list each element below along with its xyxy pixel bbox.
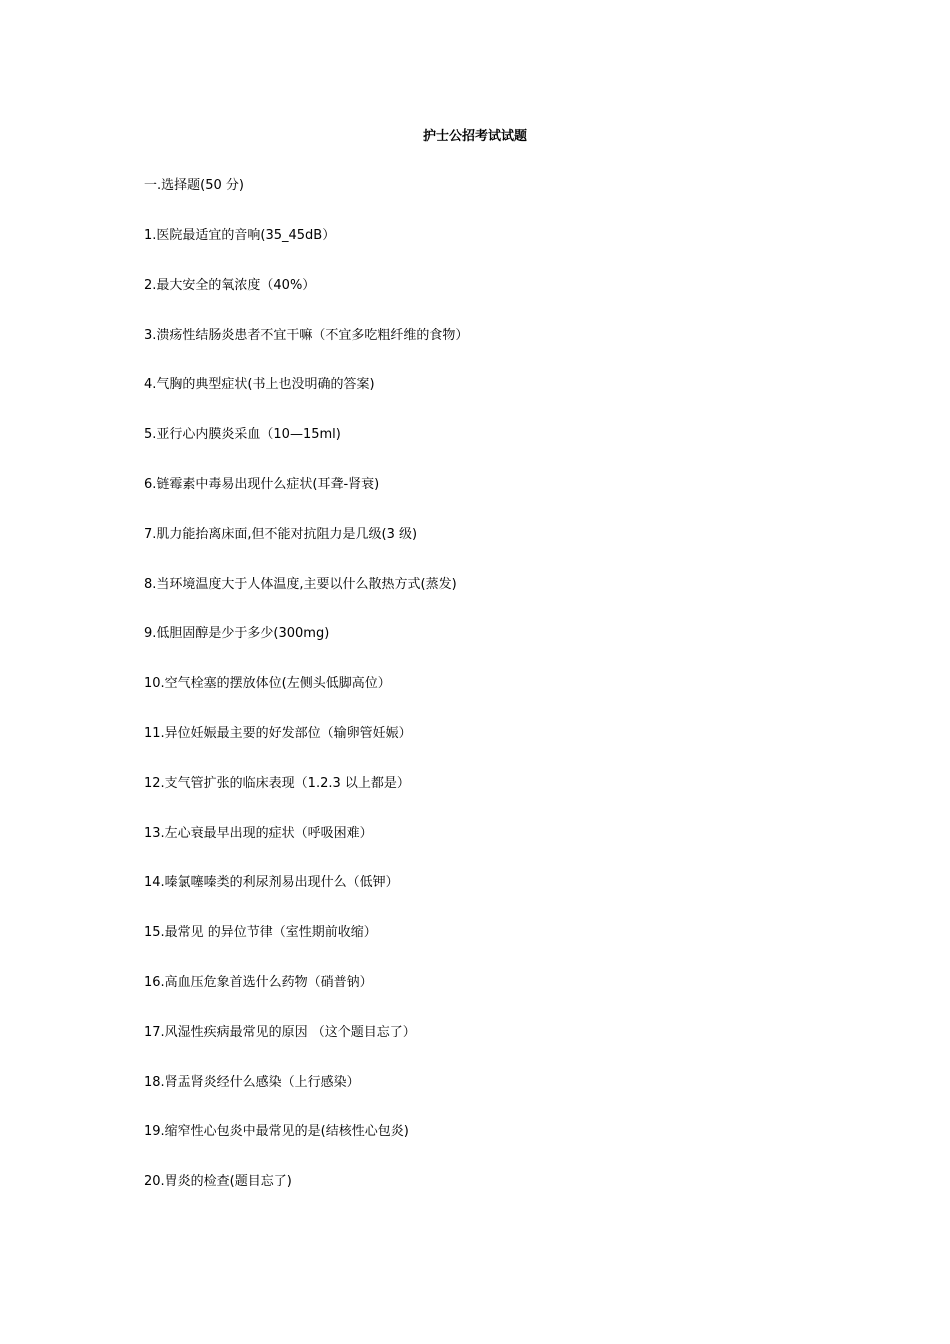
question-item: 14.嗪氯噻嗪类的利尿剂易出现什么（低钾）: [144, 875, 399, 891]
question-item: 12.支气管扩张的临床表现（1.2.3 以上都是）: [144, 775, 410, 791]
question-item: 18.肾盂肾炎经什么感染（上行感染）: [144, 1074, 360, 1090]
question-item: 3.溃疡性结肠炎患者不宜干嘛（不宜多吃粗纤维的食物）: [144, 327, 469, 343]
question-list: [144, 226, 468, 1222]
question-item: 8.当环境温度大于人体温度,主要以什么散热方式(蒸发): [144, 576, 457, 592]
question-item: 2.最大安全的氧浓度（40%）: [144, 277, 316, 293]
question-item: 20.胃炎的检查(题目忘了): [144, 1174, 292, 1190]
question-item: 16.高血压危象首选什么药物（硝普钠）: [144, 974, 373, 990]
question-item: 13.左心衰最早出现的症状（呼吸困难）: [144, 825, 373, 841]
question-item: 5.亚行心内膜炎采血（10—15ml): [144, 427, 341, 443]
question-item: 4.气胸的典型症状(书上也没明确的答案): [144, 377, 375, 393]
document-title: 护士公招考试试题: [422, 129, 527, 144]
question-item: 6.链霉素中毒易出现什么症状(耳聋-肾衰): [144, 476, 380, 492]
question-item: 11.异位妊娠最主要的好发部位（输卵管妊娠）: [144, 725, 412, 741]
question-item: 19.缩窄性心包炎中最常见的是(结核性心包炎): [144, 1124, 409, 1140]
question-item: 17.风湿性疾病最常见的原因 （这个题目忘了）: [144, 1024, 416, 1040]
question-item: 7.肌力能抬离床面,但不能对抗阻力是几级(3 级): [144, 526, 418, 542]
section-heading: 一.选择题(50 分): [144, 178, 244, 193]
question-item: 1.医院最适宜的音响(35_45dB）: [144, 228, 336, 243]
question-item: 9.低胆固醇是少于多少(300mg): [144, 626, 330, 642]
question-item: 10.空气栓塞的摆放体位(左侧头低脚高位）: [144, 676, 391, 692]
question-item: 15.最常见 的异位节律（室性期前收缩）: [144, 925, 377, 941]
